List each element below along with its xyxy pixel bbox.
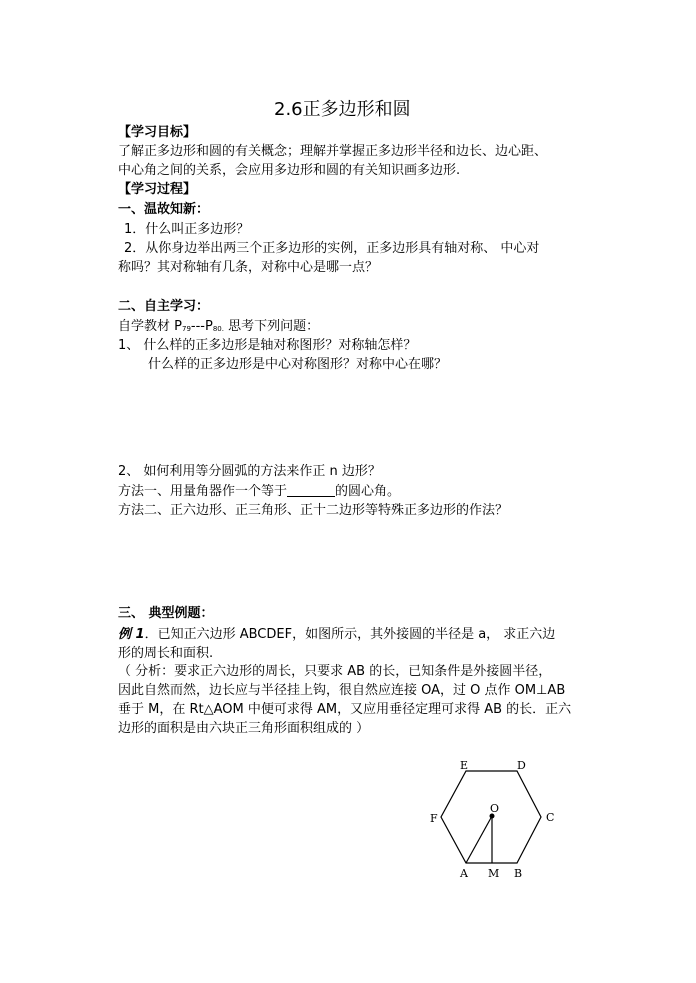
page-from: 79 [181,325,191,333]
method-2: 方法二、正六边形、正三角形、正十二边形等特殊正多边形的作法？ [118,503,509,518]
intro-mid: ---P [190,319,213,334]
label-e: E [460,759,469,772]
method-1 [118,483,400,501]
answer-blank[interactable] [287,484,335,497]
label-m: M [488,867,500,880]
label-o: O [490,802,500,815]
self-study-heading: 二、自主学习： [118,299,210,314]
hexagon-figure [420,755,570,880]
process-heading: 【学习过程】 [118,182,197,197]
example-1-text: ．已知正六边形 ABCDEF，如图所示，其外接圆的半径是 a， 求正六边 [144,627,556,642]
intro-suffix: 思考下列问题： [223,319,320,334]
segment-oa [466,816,492,863]
goals-heading: 【学习目标】 [118,125,197,140]
page-to: 80. [212,325,224,333]
example-1-line-1 [118,626,555,644]
label-b: B [514,867,523,880]
self-study-question-1-line-1: 1、 什么样的正多边形是轴对称图形？对称轴怎样？ [118,338,417,353]
analysis-line-4: 边形的面积是由六块正三角形面积组成的 ） [118,721,370,736]
analysis-line-3: 垂于 M，在 Rt△AOM 中便可求得 AM，又应用垂径定理可求得 AB 的长．正六 [118,702,572,717]
analysis-line-1: （ 分析：要求正六边形的周长，只要求 AB 的长，已知条件是外接圆半径， [118,664,552,679]
page-title: 2.6正多边形和圆 [274,99,411,120]
label-c: C [546,811,555,824]
review-heading: 一、温故知新： [118,202,210,217]
goals-line-1: 了解正多边形和圆的有关概念；理解并掌握正多边形半径和边长、边心距、 [118,144,548,159]
self-study-question-1-line-2: 什么样的正多边形是中心对称图形？对称中心在哪？ [148,357,448,372]
intro-prefix: 自学教材 P [118,319,182,334]
review-question-2-line-2: 称吗？其对称轴有几条，对称中心是哪一点？ [118,260,379,275]
method-1-before: 方法一、用量角器作一个等于 [118,484,288,499]
examples-heading: 三、 典型例题： [118,606,214,621]
label-d: D [517,759,526,772]
self-study-intro [118,318,319,338]
goals-line-2: 中心角之间的关系，会应用多边形和圆的有关知识画多边形. [118,163,461,178]
label-f: F [430,812,438,825]
review-question-1: 1．什么叫正多边形？ [124,222,250,237]
example-1-label: 例 1 [118,627,145,642]
method-1-after: 的圆心角。 [335,484,401,499]
analysis-line-2: 因此自然而然，边长应与半径挂上钩，很自然应连接 OA，过 O 点作 OM⊥AB [118,683,566,698]
label-a: A [460,867,468,880]
self-study-question-2: 2、 如何利用等分圆弧的方法来作正 n 边形？ [118,464,381,479]
review-question-2-line-1: 2．从你身边举出两三个正多边形的实例，正多边形具有轴对称、 中心对 [124,241,540,256]
example-1-line-2: 形的周长和面积. [118,646,214,661]
